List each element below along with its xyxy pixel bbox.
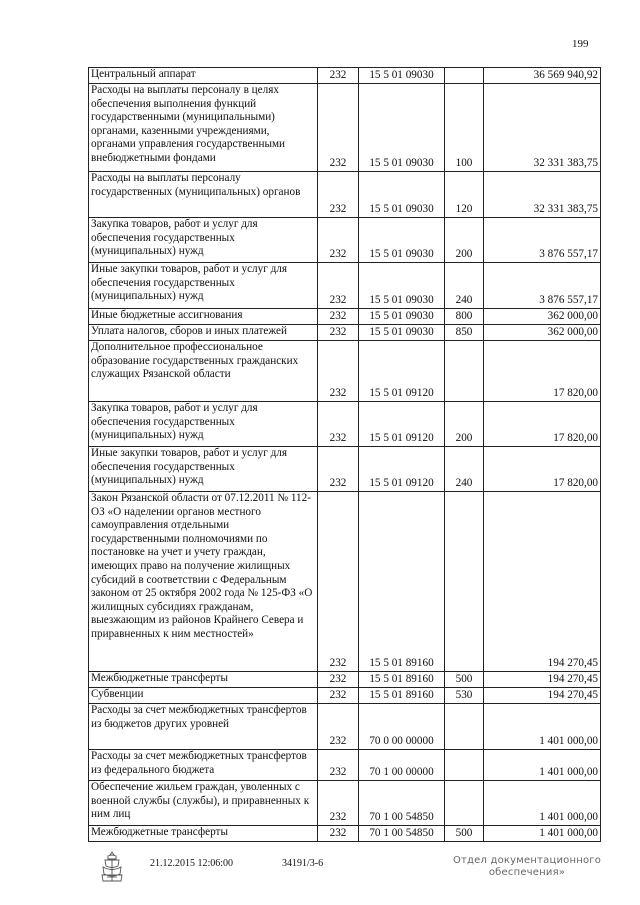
table-row bbox=[89, 172, 601, 218]
row-amount: 1 401 000,00 bbox=[484, 704, 601, 750]
footer-department-line2: обеспечения» bbox=[488, 867, 566, 878]
row-code: 232 bbox=[318, 309, 359, 325]
row-type bbox=[445, 781, 484, 826]
row-type bbox=[445, 341, 484, 402]
row-name: Расходы на выплаты персоналу государственных (муниципальных) органов bbox=[89, 172, 318, 218]
row-type bbox=[445, 492, 484, 672]
row-name: Иные закупки товаров, работ и услуг для обеспечения государственных (муниципальных) нужд bbox=[89, 447, 318, 492]
row-type: 500 bbox=[445, 672, 484, 688]
row-name: Расходы за счет межбюджетных трансфертов из бюджетов других уровней bbox=[89, 704, 318, 750]
row-amount: 17 820,00 bbox=[484, 402, 601, 447]
budget-table bbox=[88, 67, 601, 842]
row-amount: 32 331 383,75 bbox=[484, 172, 601, 218]
row-name: Дополнительное профессиональное образование государственных гражданских служащих Рязанской области bbox=[89, 341, 318, 402]
row-csr: 70 1 00 54850 bbox=[359, 781, 445, 826]
page-number: 199 bbox=[572, 38, 589, 50]
row-name: Расходы на выплаты персоналу в целях обеспечения выполнения функций государственными (муниципальными) органами, казенными учреждениями, органами управления государственными внебюджетными фондами bbox=[89, 84, 318, 172]
row-type: 120 bbox=[445, 172, 484, 218]
row-name: Иные бюджетные ассигнования bbox=[89, 309, 318, 325]
row-type: 200 bbox=[445, 218, 484, 263]
row-csr: 15 5 01 89160 bbox=[359, 688, 445, 704]
row-name: Закупка товаров, работ и услуг для обеспечения государственных (муниципальных) нужд bbox=[89, 402, 318, 447]
row-amount: 3 876 557,17 bbox=[484, 218, 601, 263]
row-amount: 1 401 000,00 bbox=[484, 826, 601, 842]
row-name: Центральный аппарат bbox=[89, 68, 318, 84]
table-row bbox=[89, 826, 601, 842]
table-row bbox=[89, 781, 601, 826]
table-row bbox=[89, 263, 601, 309]
row-name: Субвенции bbox=[89, 688, 318, 704]
row-amount: 3 876 557,17 bbox=[484, 263, 601, 309]
row-name: Иные закупки товаров, работ и услуг для обеспечения государственных (муниципальных) нужд bbox=[89, 263, 318, 309]
row-amount: 17 820,00 bbox=[484, 341, 601, 402]
row-type: 530 bbox=[445, 688, 484, 704]
row-code: 232 bbox=[318, 704, 359, 750]
row-code: 232 bbox=[318, 341, 359, 402]
row-type: 500 bbox=[445, 826, 484, 842]
table-row bbox=[89, 341, 601, 402]
footer-timestamp: 21.12.2015 12:06:00 bbox=[150, 858, 234, 869]
row-type bbox=[445, 704, 484, 750]
table-row bbox=[89, 402, 601, 447]
row-type: 240 bbox=[445, 263, 484, 309]
table-row bbox=[89, 750, 601, 781]
row-code: 232 bbox=[318, 172, 359, 218]
row-type: 100 bbox=[445, 84, 484, 172]
row-name: Расходы за счет межбюджетных трансфертов из федерального бюджета bbox=[89, 750, 318, 781]
row-csr: 70 0 00 00000 bbox=[359, 704, 445, 750]
row-amount: 194 270,45 bbox=[484, 672, 601, 688]
row-csr: 15 5 01 09120 bbox=[359, 447, 445, 492]
row-amount: 194 270,45 bbox=[484, 492, 601, 672]
row-csr: 15 5 01 09030 bbox=[359, 263, 445, 309]
footer-document-id: 34191/3-6 bbox=[282, 858, 324, 869]
row-csr: 70 1 00 54850 bbox=[359, 826, 445, 842]
table-row bbox=[89, 218, 601, 263]
row-amount: 17 820,00 bbox=[484, 447, 601, 492]
table-row bbox=[89, 68, 601, 84]
row-csr: 70 1 00 00000 bbox=[359, 750, 445, 781]
table-row bbox=[89, 447, 601, 492]
row-name: Уплата налогов, сборов и иных платежей bbox=[89, 325, 318, 341]
row-type: 200 bbox=[445, 402, 484, 447]
footer-department-stamp bbox=[452, 855, 602, 879]
row-csr: 15 5 01 09030 bbox=[359, 84, 445, 172]
row-code: 232 bbox=[318, 84, 359, 172]
row-csr: 15 5 01 89160 bbox=[359, 672, 445, 688]
row-code: 232 bbox=[318, 402, 359, 447]
row-csr: 15 5 01 09120 bbox=[359, 341, 445, 402]
table-row bbox=[89, 672, 601, 688]
row-name: Межбюджетные трансферты bbox=[89, 826, 318, 842]
coat-of-arms-emblem-icon bbox=[99, 850, 125, 884]
row-csr: 15 5 01 09030 bbox=[359, 325, 445, 341]
row-name: Межбюджетные трансферты bbox=[89, 672, 318, 688]
page-footer bbox=[0, 856, 640, 896]
row-code: 232 bbox=[318, 218, 359, 263]
row-code: 232 bbox=[318, 447, 359, 492]
row-amount: 1 401 000,00 bbox=[484, 781, 601, 826]
table-row bbox=[89, 84, 601, 172]
row-csr: 15 5 01 09030 bbox=[359, 68, 445, 84]
row-code: 232 bbox=[318, 688, 359, 704]
row-csr: 15 5 01 89160 bbox=[359, 492, 445, 672]
row-code: 232 bbox=[318, 750, 359, 781]
row-amount: 1 401 000,00 bbox=[484, 750, 601, 781]
row-csr: 15 5 01 09030 bbox=[359, 218, 445, 263]
row-code: 232 bbox=[318, 826, 359, 842]
row-code: 232 bbox=[318, 672, 359, 688]
row-code: 232 bbox=[318, 68, 359, 84]
row-csr: 15 5 01 09120 bbox=[359, 402, 445, 447]
row-csr: 15 5 01 09030 bbox=[359, 172, 445, 218]
row-code: 232 bbox=[318, 325, 359, 341]
row-amount: 362 000,00 bbox=[484, 325, 601, 341]
table-row bbox=[89, 688, 601, 704]
row-type bbox=[445, 68, 484, 84]
table-row bbox=[89, 492, 601, 672]
row-code: 232 bbox=[318, 492, 359, 672]
row-code: 232 bbox=[318, 263, 359, 309]
row-amount: 32 331 383,75 bbox=[484, 84, 601, 172]
table-row bbox=[89, 704, 601, 750]
table-row bbox=[89, 325, 601, 341]
footer-department-line1: Отдел документационного bbox=[452, 855, 602, 866]
row-name: Закон Рязанской области от 07.12.2011 № 112-ОЗ «О наделении органов местного самоуправления отдельными государственными полномочиями по постановке на учет и учету граждан, имеющих право на получение жилищных субсидий в соответствии с Федеральным законом от 25 октября 2002 года № 125-ФЗ «О жилищных субсидиях гражданам, выезжающим из районов Крайнего Севера и приравненных к ним местностей» bbox=[89, 492, 318, 672]
row-amount: 194 270,45 bbox=[484, 688, 601, 704]
table-row bbox=[89, 309, 601, 325]
row-type: 800 bbox=[445, 309, 484, 325]
row-amount: 362 000,00 bbox=[484, 309, 601, 325]
row-type: 850 bbox=[445, 325, 484, 341]
row-name: Обеспечение жильем граждан, уволенных с военной службы (службы), и приравненных к ним лиц bbox=[89, 781, 318, 826]
row-code: 232 bbox=[318, 781, 359, 826]
row-amount: 36 569 940,92 bbox=[484, 68, 601, 84]
row-csr: 15 5 01 09030 bbox=[359, 309, 445, 325]
row-type: 240 bbox=[445, 447, 484, 492]
row-name: Закупка товаров, работ и услуг для обеспечения государственных (муниципальных) нужд bbox=[89, 218, 318, 263]
row-type bbox=[445, 750, 484, 781]
